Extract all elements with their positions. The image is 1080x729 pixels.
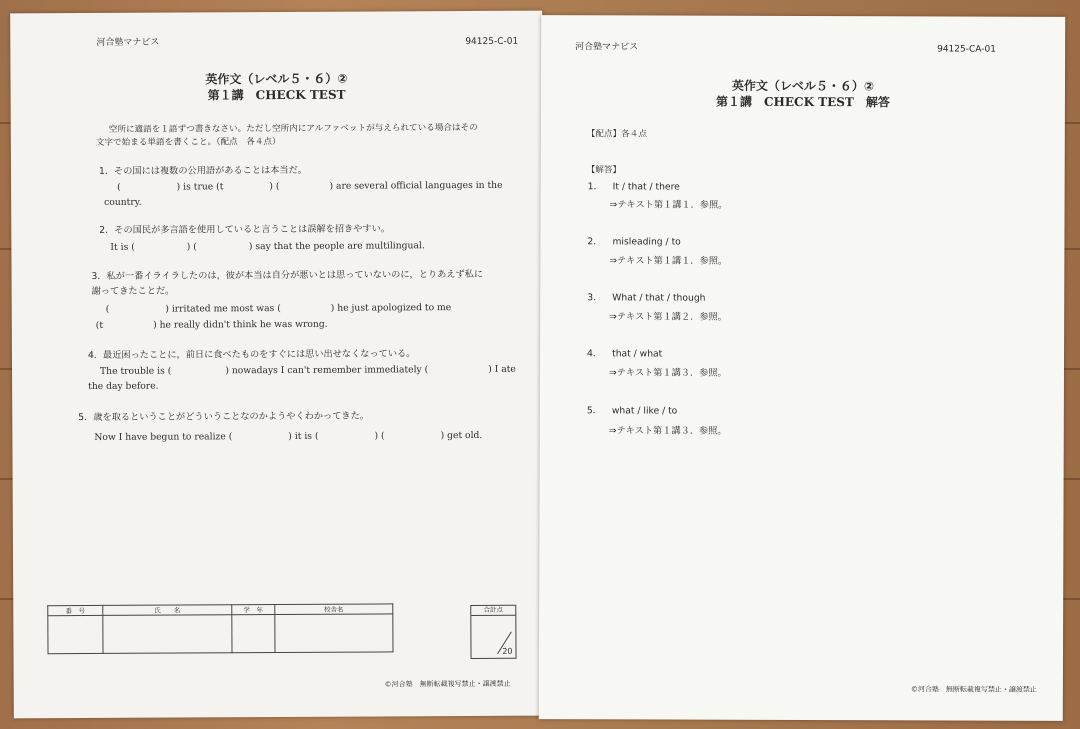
- answer-4-ref: ⇒テキスト第１講３．参照。: [608, 367, 727, 379]
- question-number: 3．: [91, 270, 107, 282]
- answer-1-ref: ⇒テキスト第１講１．参照。: [609, 199, 728, 211]
- student-info-form: [47, 603, 393, 654]
- question-2-jp: 2．その国民が多言語を使用していると言うことは誤解を招きやすい。: [99, 223, 390, 236]
- answer-number: 4．: [587, 348, 603, 360]
- question-1-en: ( ) is true (t ) ( ) are several official languages in the: [117, 179, 503, 193]
- page-title: 英作文（レベル５・６）②: [205, 71, 348, 87]
- answer-5-ref: ⇒テキスト第１講３．参照。: [608, 425, 727, 437]
- answer-2: [587, 236, 680, 247]
- answers-label: 【解答】: [586, 165, 622, 176]
- points-note: 【配点】各４点: [586, 129, 648, 140]
- page-title: 英作文（レベル５・６）②: [731, 78, 875, 94]
- answer-2-ref: ⇒テキスト第１講１．参照。: [609, 255, 728, 267]
- form-header-grade: 学 年: [232, 605, 275, 615]
- copyright: ©河合塾 無断転載複写禁止・譲渡禁止: [384, 679, 511, 689]
- brand-label: 河合塾マナビス: [575, 42, 639, 53]
- score-label: 合計点: [471, 606, 515, 616]
- answer-number: 3．: [587, 292, 603, 304]
- question-number: 1．: [98, 165, 115, 177]
- answer-text: What / that / though: [612, 292, 706, 304]
- answer-3-ref: ⇒テキスト第１講２．参照。: [609, 311, 727, 323]
- question-5-en: Now I have begun to realize ( ) it is ( ) ( ) get old.: [94, 429, 483, 443]
- answer-3: [587, 292, 705, 303]
- answer-text: what / like / to: [611, 405, 678, 417]
- copyright: ©河合塾 無断転載複写禁止・譲渡禁止: [910, 685, 1037, 694]
- question-3-en-cont: (t ) he really didn't think he was wrong.: [95, 318, 328, 331]
- answer-number: 5．: [586, 405, 602, 417]
- page-subtitle: 第１講 CHECK TEST 解答: [715, 94, 890, 110]
- brand-label: 河合塾マナビス: [96, 37, 160, 48]
- question-number: 2．: [99, 224, 115, 236]
- document-code: 94125-C-01: [465, 36, 519, 48]
- form-header-number: 番 号: [48, 605, 103, 615]
- document-code: 94125-CA-01: [937, 44, 996, 55]
- question-4-en: The trouble is ( ) nowadays I can't remember immediately ( ) I ate: [100, 363, 516, 377]
- instructions-line-1: 空所に適語を１語ずつ書きなさい。ただし空所内にアルファベットが与えられている場合はその: [108, 122, 478, 135]
- question-3-jp-line-2: 謝ってきたことだ。: [91, 285, 175, 297]
- question-3-en: ( ) irritated me most was ( ) he just apologized to me: [105, 302, 452, 315]
- question-5-jp: 5．歳を取るということがどういうことなのかようやくわかってきた。: [78, 410, 369, 424]
- form-header-name: 氏 名: [103, 605, 232, 616]
- number-field[interactable]: [48, 615, 103, 653]
- answer-text: misleading / to: [612, 236, 681, 248]
- score-box: [470, 605, 516, 659]
- answer-number: 2．: [587, 236, 603, 248]
- school-field[interactable]: [275, 614, 393, 653]
- answer-4: [587, 348, 662, 359]
- answer-text: that / what: [612, 348, 663, 360]
- question-number: 5．: [78, 411, 94, 424]
- grade-field[interactable]: [232, 615, 275, 653]
- question-4-jp: 4．最近困ったことに，前日に食べたものをすぐには思い出せなくなっている。: [87, 348, 416, 361]
- question-2-en: It is ( ) ( ) say that the people are multilingual.: [110, 240, 425, 253]
- question-1-jp: 1．その国には複数の公用語があることは本当だ。: [98, 164, 307, 177]
- instructions-line-2: 文字で始まる単語を書くこと。（配点 各４点）: [95, 136, 281, 148]
- question-3-jp-line-1: 3．私が一番イライラしたのは，彼が本当は自分が悪いとは思っていないのに，とりあえず私に: [91, 268, 484, 282]
- answer-sheet: [539, 15, 1065, 721]
- name-field[interactable]: [103, 615, 232, 654]
- page-subtitle: 第１講 CHECK TEST: [207, 87, 346, 103]
- answer-number: 1．: [587, 181, 603, 193]
- form-header-school: 校舎名: [275, 604, 393, 615]
- answer-text: It / that / there: [612, 181, 680, 193]
- answer-1: [588, 181, 680, 192]
- score-total: 20: [502, 646, 513, 656]
- answer-5: [587, 405, 678, 416]
- question-number: 4．: [87, 349, 104, 361]
- question-sheet: [10, 11, 546, 719]
- question-4-en-cont: the day before.: [88, 380, 159, 392]
- question-1-en-cont: country.: [104, 196, 142, 208]
